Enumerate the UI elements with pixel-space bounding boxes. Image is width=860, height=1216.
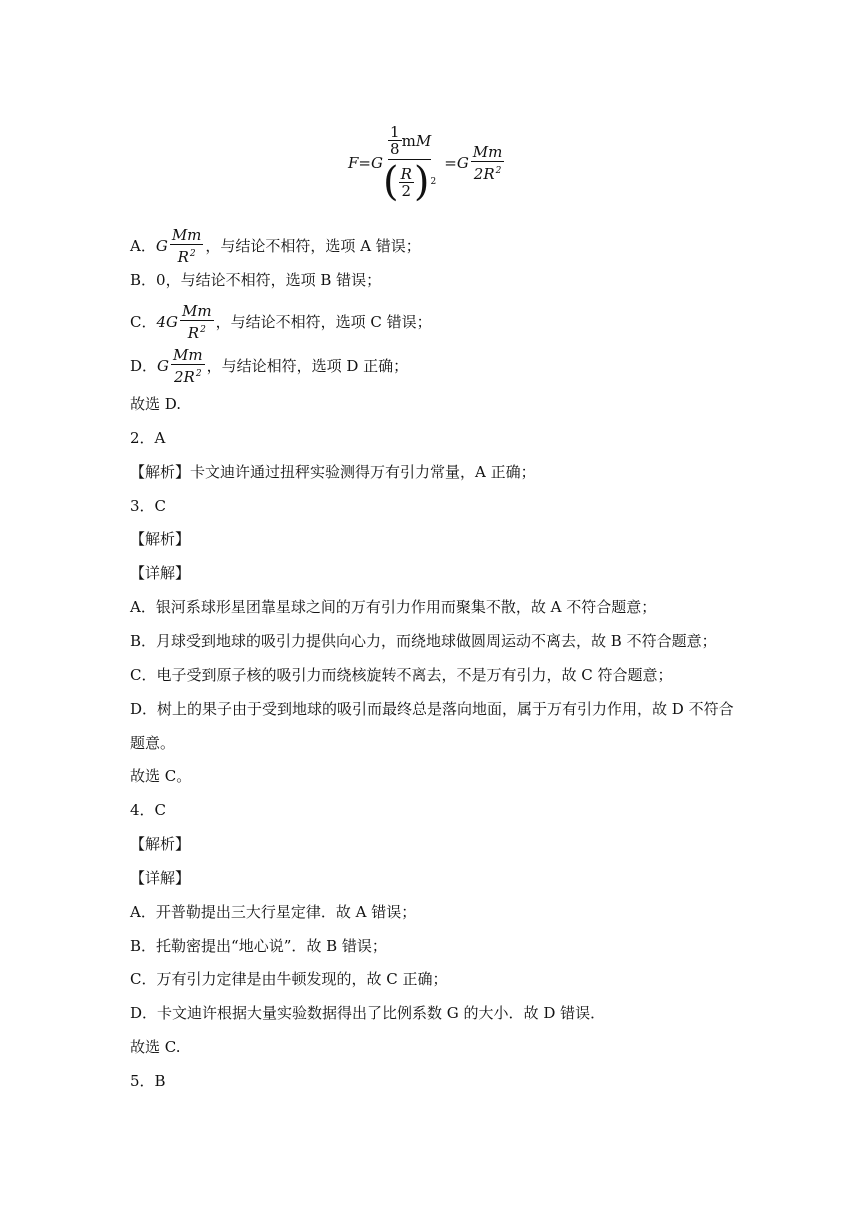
answer-number: 4．C [130,801,167,819]
text-line: 故选 C。 [130,767,192,785]
text-line: D．树上的果子由于受到地球的吸引而最终总是落向地面，属于万有引力作用，故 D 不符合 [130,700,734,718]
text-line: 故选 C. [130,1038,181,1056]
text-line: 【解析】卡文迪许通过扭秤实验测得万有引力常量，A 正确； [130,463,536,481]
text-line: D．卡文迪许根据大量实验数据得出了比例系数 G 的大小．故 D 错误． [130,1004,606,1022]
option-d: D． G $\frac{Mm}{2R^2}$ ，与结论相符，选项 D 正确； [130,346,409,386]
answer-number: 2．A [130,429,166,447]
option-c-fraction: $\frac{Mm}{R^2}$ [182,302,212,342]
section-heading: 【解析】 [130,530,191,548]
text-line: A．银河系球形星团靠星球之间的万有引力作用而聚集不散，故 A 不符合题意； [130,598,657,616]
option-c: C． 4G $\frac{Mm}{R^2}$ ，与结论不相符，选项 C 错误； [130,302,432,342]
option-a-fraction: $\frac{Mm}{R^2}$ [171,226,202,266]
text-line: C．电子受到原子核的吸引力而绕核旋转不离去，不是万有引力，故 C 符合题意； [130,666,673,684]
text-line: B．月球受到地球的吸引力提供向心力，而绕地球做圆周运动不离去，故 B 不符合题意； [130,632,717,650]
gravity-formula [348,118,506,208]
text-line: 题意。 [130,734,176,752]
text-line: B．托勒密提出“地心说”．故 B 错误； [130,937,387,955]
section-heading: 【详解】 [130,564,191,582]
formula-rhs-G: G [456,154,469,172]
one-eighth: $\frac{1}{8}$ [390,123,400,158]
text-line: C．万有引力定律是由牛顿发现的，故 C 正确； [130,970,448,988]
formula-main-fraction [382,123,437,205]
formula-rhs-fraction: $\frac{Mm}{2R^2}$ [472,143,503,183]
option-b: B． 0，与结论不相符，选项 B 错误； [130,271,382,289]
text-line: A．开普勒提出三大行星定律．故 A 错误； [130,903,417,921]
formula-numerator: $\frac{1}{8}$ m M [390,123,432,158]
option-a: A． G $\frac{Mm}{R^2}$ ，与结论不相符，选项 A 错误； [130,226,421,266]
answer-number: 3．C [130,497,167,515]
section-heading: 【详解】 [130,869,191,887]
formula-eq: = [358,154,371,172]
option-d-fraction: $\frac{Mm}{2R^2}$ [173,346,203,386]
formula-lhs: F [348,154,359,172]
r-over-2: $\frac{R}{2}$ [400,164,412,200]
section-heading: 【解析】 [130,835,191,853]
formula-rhs-eq: = [444,154,457,172]
answer-number: 5．B [130,1072,166,1090]
formula-G: G [371,154,383,172]
text-line: 故选 D. [130,395,182,413]
formula-denominator: ( $\frac{R}{2}$ ) 2 [382,159,437,205]
